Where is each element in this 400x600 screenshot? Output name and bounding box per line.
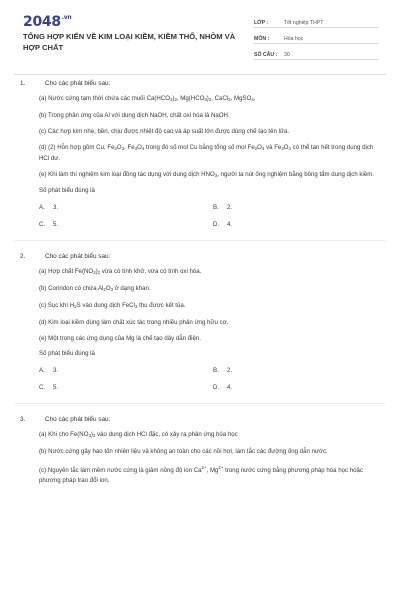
meta-label: SỐ CÂU :: [254, 52, 278, 58]
statement: (b) Corindon có chứa $Al_2O_3$ ở dạng khan.: [39, 285, 151, 292]
document-title: TỔNG HỢP KIẾN VỀ KIM LOẠI KIỀM, KIỀM THỔ, NHÔM VÀ HỢP CHẤT: [23, 32, 236, 52]
question-prompt: Số phát biểu đúng là: [39, 187, 95, 194]
option-letter: A.: [39, 204, 45, 211]
option-text: 5.: [53, 221, 59, 228]
option-text: 4.: [227, 384, 233, 391]
statement: (b) Nước cứng gây hao tốn nhiên liệu và không an toàn cho các nồi hơi, làm tắc các đường ống dẫn nước.: [39, 448, 328, 455]
statement: (a) Khi cho $Fe(NO_3)_2$ vào dung dịch HCl đặc, có xảy ra phản ứng hóa học: [39, 431, 238, 438]
statement: (e) Khi làm thí nghiệm kim loại đồng tác dụng với dung dịch $HNO_3$, người ta nút ống nghiệm bằng bông tẩm dung dịch kiềm.: [39, 171, 374, 178]
option-letter: B.: [213, 367, 219, 374]
answer-option[interactable]: [39, 384, 213, 391]
option-text: 3.: [53, 367, 59, 374]
meta-value: Tốt nghiệp THPT: [284, 20, 324, 26]
question-divider: [14, 403, 386, 404]
answer-option[interactable]: [213, 367, 387, 374]
answer-option[interactable]: [213, 384, 387, 391]
answer-option[interactable]: [39, 367, 213, 374]
option-letter: D.: [213, 384, 220, 391]
question-intro: Cho các phát biểu sau:: [45, 416, 111, 423]
answer-option[interactable]: [213, 204, 387, 211]
meta-row-subject: [254, 29, 378, 44]
statement: (d) Kim loại kiềm dùng làm chất xúc tác trong nhiều phản ứng hữu cơ.: [39, 319, 229, 326]
option-letter: A.: [39, 367, 45, 374]
statement: (c) Nguyên tắc làm mềm nước cứng là giảm nồng độ ion $Ca^{2+}$, $Mg^{2+}$ trong nước cứng bằng phương pháp hóa học hoặc phương pháp trao đổi ion.: [39, 465, 363, 484]
option-text: 3.: [53, 204, 59, 211]
option-letter: C.: [39, 384, 46, 391]
meta-row-grade: [254, 13, 378, 28]
question-1: [14, 80, 386, 228]
answer-option[interactable]: [39, 204, 213, 211]
meta-value: 30: [284, 52, 290, 58]
option-letter: B.: [213, 204, 219, 211]
question-header: [14, 80, 386, 87]
question-3: [14, 416, 386, 486]
header-divider: [14, 74, 386, 75]
document-meta: [254, 13, 378, 61]
question-header: [14, 416, 386, 423]
question-number: 3.: [20, 416, 26, 423]
option-text: 2.: [227, 367, 233, 374]
option-text: 4.: [227, 221, 233, 228]
meta-label: MÔN :: [254, 36, 270, 42]
answer-options: [39, 367, 386, 391]
logo-suffix: .vn: [61, 14, 72, 21]
question-2: [14, 253, 386, 391]
statement: (a) Nước cứng tạm thời chứa các muối $Ca(HCO_3)_2$, $Mg(HCO_3)_2$, CaCl$_2$, MgSO$_4$.: [39, 95, 256, 102]
site-logo[interactable]: [23, 14, 71, 30]
answer-option[interactable]: [213, 221, 387, 228]
statement: (e) Một trong các ứng dụng của Mg là chế tạo dây dẫn điện.: [39, 335, 201, 342]
question-number: 1.: [20, 80, 26, 87]
answer-options: [39, 204, 386, 228]
option-letter: D.: [213, 221, 220, 228]
option-letter: C.: [39, 221, 46, 228]
question-intro: Cho các phát biểu sau:: [45, 253, 111, 260]
statement: (c) Các hợp kim nhẹ, bền, chịu được nhiệt độ cao và áp suất lớn được dùng chế tạo tên lửa.: [39, 128, 290, 135]
question-divider: [14, 240, 386, 241]
statement: (c) Sục khí $H_2S$ vào dung dịch FeCl$_3$ thu được kết tủa.: [39, 302, 186, 309]
option-text: 2.: [227, 204, 233, 211]
meta-value: Hóa học: [284, 36, 304, 42]
question-number: 2.: [20, 253, 26, 260]
statement: (d) (2) Hỗn hợp gồm Cu, $Fe_2O_3$, $Fe_3O_4$ trong đó số mol Cu bằng tổng số mol $Fe_2O_3$ và $Fe_3O_4$ có thể tan hết trong dung dịch HCl dư.: [39, 144, 374, 162]
logo-main: 2048: [23, 14, 61, 30]
question-header: [14, 253, 386, 260]
statement: (a) Hợp chất $Fe(NO_3)_2$ vừa có tính khử, vừa có tính oxi hóa.: [39, 268, 202, 275]
document-header: [0, 0, 400, 68]
question-intro: Cho các phát biểu sau:: [45, 80, 111, 87]
meta-label: LỚP :: [254, 20, 269, 26]
question-prompt: Số phát biểu đúng là: [39, 350, 95, 357]
question-list: [14, 80, 386, 492]
meta-row-count: [254, 45, 378, 60]
answer-option[interactable]: [39, 221, 213, 228]
statement: (b) Trong phản ứng của Al với dung dịch NaOH, chất oxi hóa là NaOH.: [39, 112, 230, 119]
option-text: 5.: [53, 384, 59, 391]
